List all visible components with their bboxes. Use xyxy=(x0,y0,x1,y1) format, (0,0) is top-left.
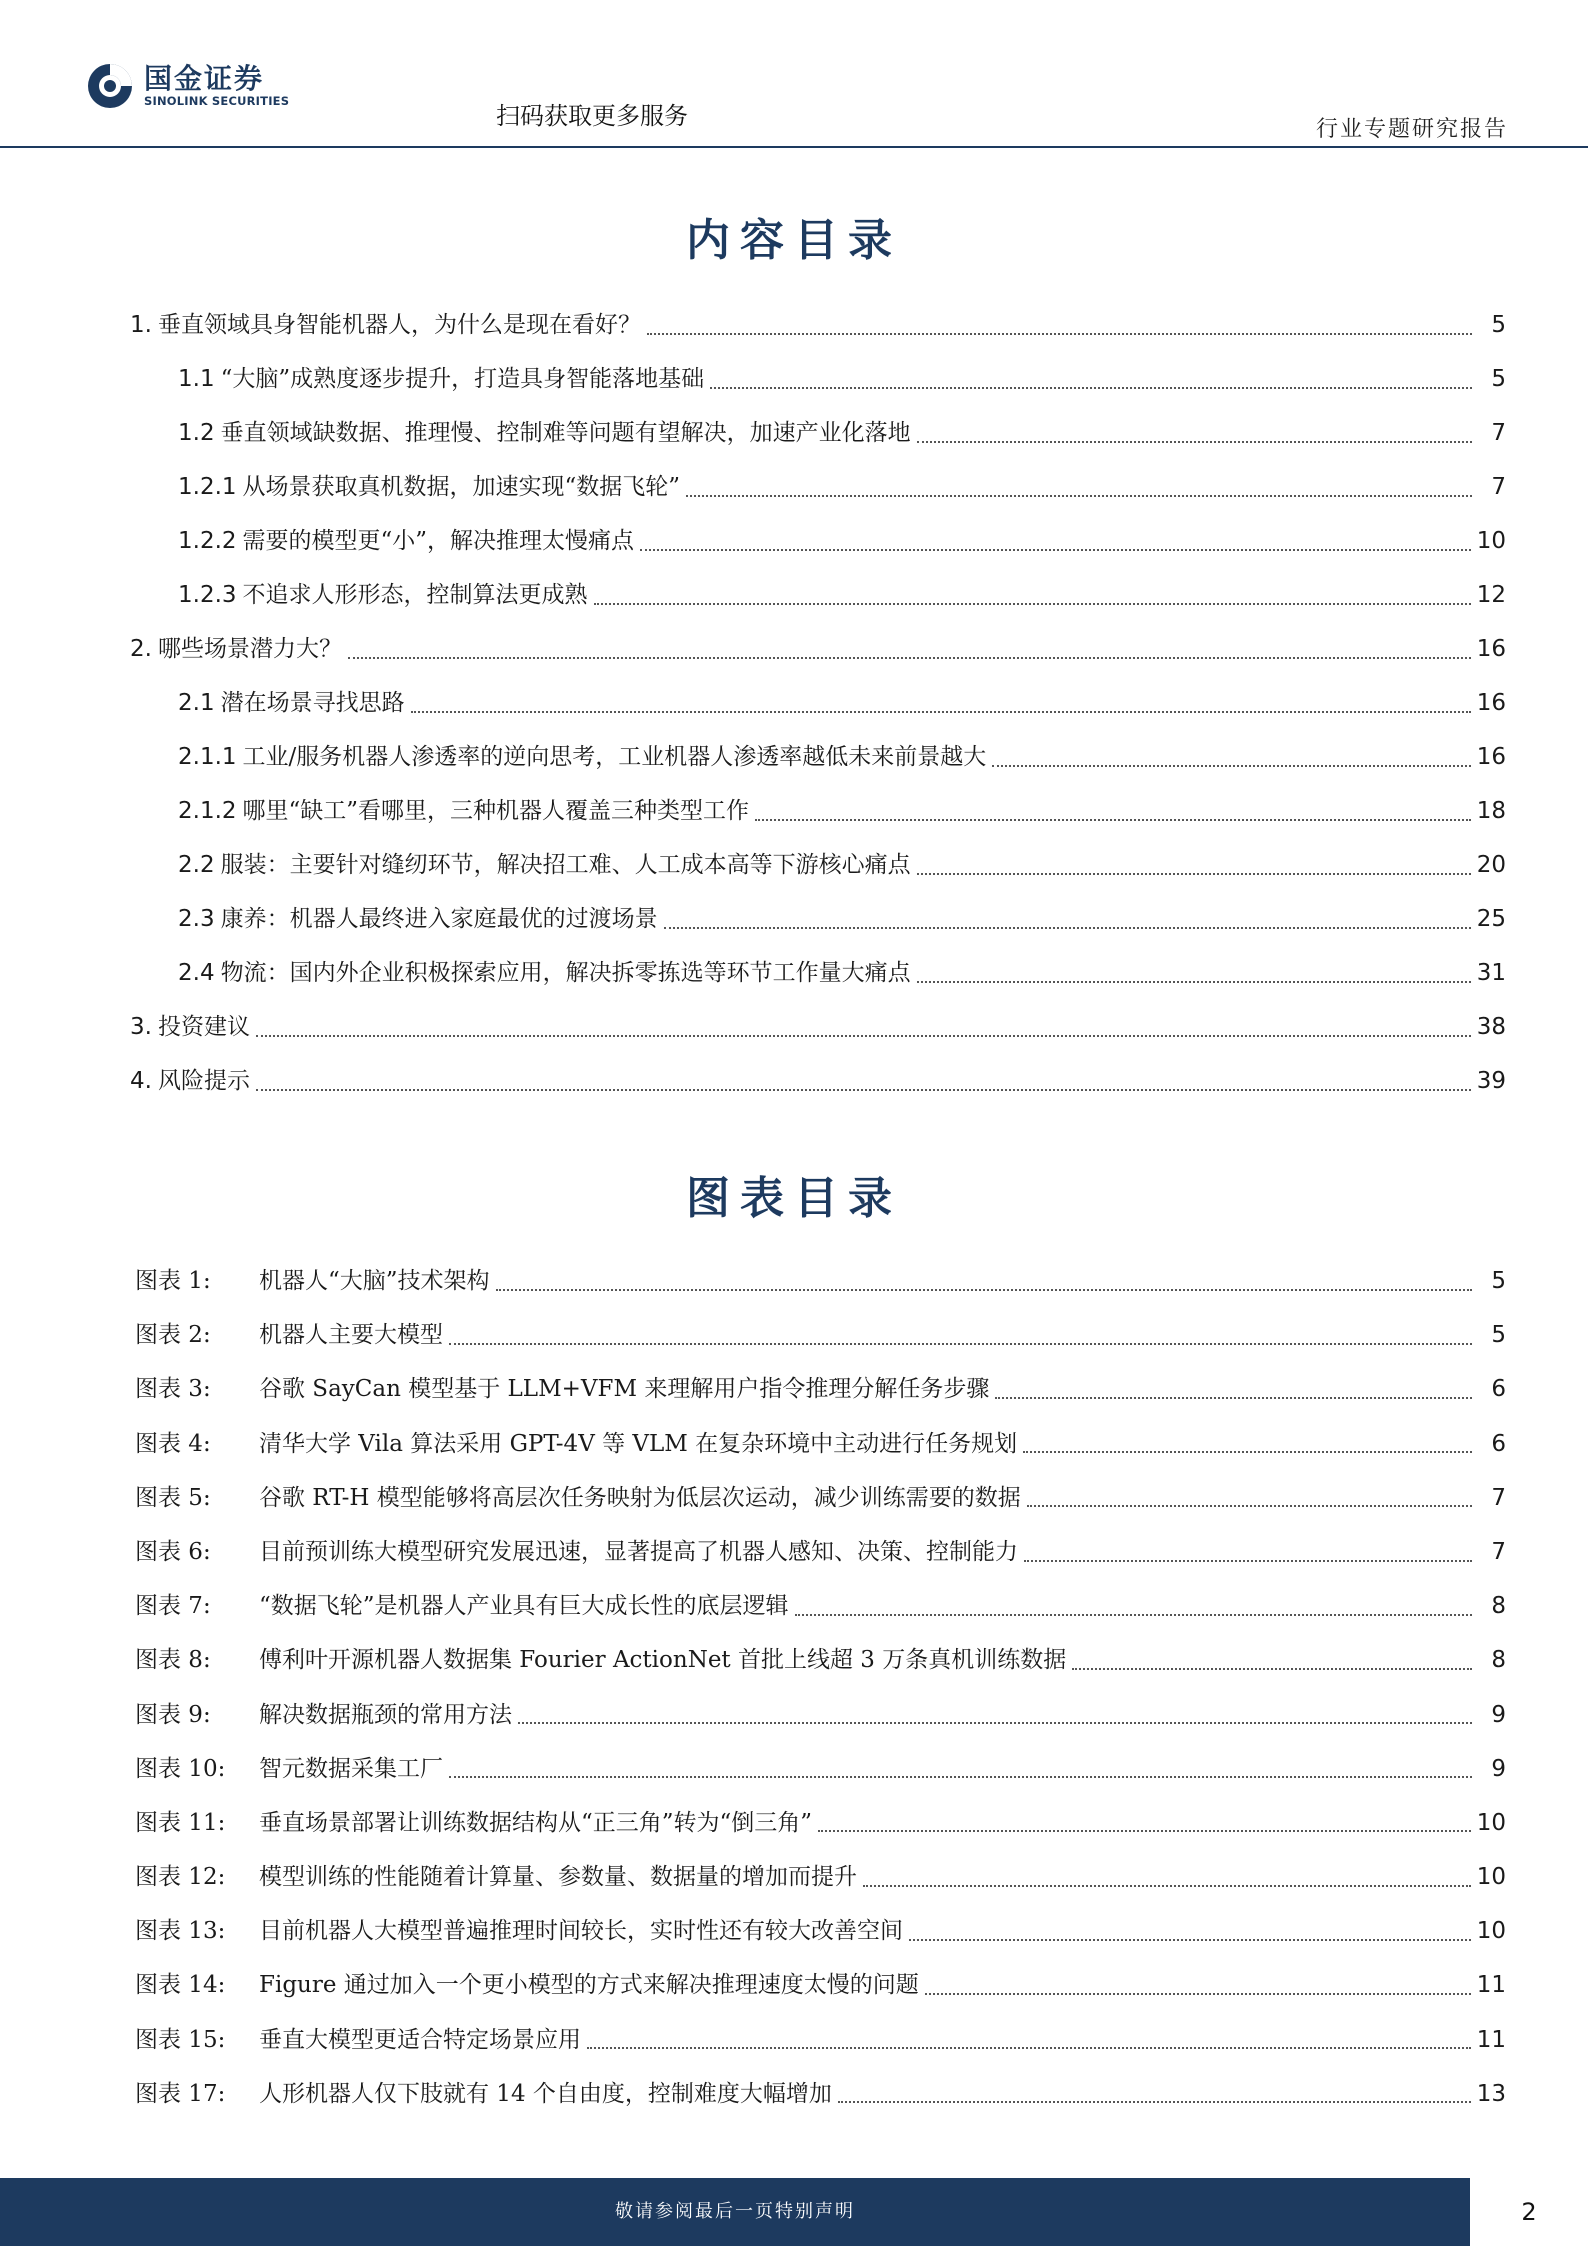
dot-leader xyxy=(449,1775,1472,1778)
toc-entry-page: 16 xyxy=(1476,690,1506,716)
toc-entry-page: 10 xyxy=(1476,528,1506,554)
toc-entry-page: 38 xyxy=(1476,1014,1506,1040)
toc-entry-number: 2.1 xyxy=(178,690,215,716)
figure-label: 图表 2: xyxy=(135,1322,211,1349)
dot-leader xyxy=(256,1034,1471,1037)
toc-entry-page: 12 xyxy=(1476,582,1506,608)
figure-entry[interactable] xyxy=(135,1362,1506,1416)
toc-entry-number: 1.1 xyxy=(178,366,215,392)
figure-caption: 目前预训练大模型研究发展迅速，显著提高了机器人感知、决策、控制能力 xyxy=(259,1538,1018,1565)
figure-label: 图表 10: xyxy=(135,1755,226,1782)
figure-label: 图表 8: xyxy=(135,1647,211,1674)
figures-title: 图表目录 xyxy=(686,1173,902,1224)
toc-entry-page: 39 xyxy=(1476,1068,1506,1094)
toc-entry[interactable] xyxy=(130,946,1506,1000)
figure-page: 6 xyxy=(1491,1376,1506,1403)
dot-leader xyxy=(925,1992,1471,1995)
toc-entry-number: 1. xyxy=(130,312,152,338)
dot-leader xyxy=(686,494,1472,497)
page-number: 2 xyxy=(1521,2198,1537,2226)
dot-leader xyxy=(710,386,1472,389)
sinolink-logo-icon xyxy=(86,62,134,110)
toc-entry-text: “大脑”成熟度逐步提升，打造具身智能落地基础 xyxy=(220,366,705,392)
toc-entry-number: 2.3 xyxy=(178,906,215,932)
toc-entry-text: 物流：国内外企业积极探索应用，解决拆零拣选等环节工作量大痛点 xyxy=(220,960,911,986)
figure-entry[interactable] xyxy=(135,1742,1506,1796)
figure-label: 图表 4: xyxy=(135,1430,211,1457)
list-of-figures xyxy=(135,1254,1506,2121)
toc-entry[interactable] xyxy=(130,622,1506,676)
figure-entry[interactable] xyxy=(135,1254,1506,1308)
figure-entry[interactable] xyxy=(135,2067,1506,2121)
dot-leader xyxy=(594,602,1471,605)
figure-caption: 智元数据采集工厂 xyxy=(259,1755,443,1782)
toc-entry-text: 服装：主要针对缝纫环节，解决招工难、人工成本高等下游核心痛点 xyxy=(220,852,911,878)
toc-entry-page: 25 xyxy=(1476,906,1506,932)
figure-label: 图表 17: xyxy=(135,2080,226,2107)
dot-leader xyxy=(917,872,1471,875)
dot-leader xyxy=(647,332,1472,335)
figure-label: 图表 6: xyxy=(135,1538,211,1565)
dot-leader xyxy=(1023,1450,1472,1453)
toc-entry-text: 垂直领域缺数据、推理慢、控制难等问题有望解决，加速产业化落地 xyxy=(220,420,911,446)
figure-page: 13 xyxy=(1476,2080,1506,2107)
dot-leader xyxy=(1024,1559,1472,1562)
toc-entry[interactable] xyxy=(130,676,1506,730)
page-footer xyxy=(0,2178,1588,2246)
logo-chinese-name: 国金证券 xyxy=(144,62,265,95)
dot-leader xyxy=(587,2046,1471,2049)
figure-label: 图表 5: xyxy=(135,1484,211,1511)
figure-page: 5 xyxy=(1491,1322,1506,1349)
dot-leader xyxy=(1072,1667,1472,1670)
toc-entry-number: 1.2.1 xyxy=(178,474,237,500)
toc-entry-number: 3. xyxy=(130,1014,152,1040)
toc-entry-text: 需要的模型更“小”，解决推理太慢痛点 xyxy=(242,528,635,554)
figure-page: 10 xyxy=(1476,1864,1506,1891)
dot-leader xyxy=(838,2100,1471,2103)
figure-label: 图表 7: xyxy=(135,1593,211,1620)
figure-page: 8 xyxy=(1491,1593,1506,1620)
toc-entry-text: 工业/服务机器人渗透率的逆向思考，工业机器人渗透率越低未来前景越大 xyxy=(242,744,987,770)
footer-disclaimer[interactable]: 敬请参阅最后一页特别声明 xyxy=(615,2201,855,2222)
qr-service-text[interactable]: 扫码获取更多服务 xyxy=(496,102,688,130)
toc-entry-page: 7 xyxy=(1491,474,1506,500)
figure-label: 图表 14: xyxy=(135,1972,226,1999)
toc-entry-page: 5 xyxy=(1491,312,1506,338)
toc-entry-text: 从场景获取真机数据，加速实现“数据飞轮” xyxy=(242,474,681,500)
toc-entry[interactable] xyxy=(130,1000,1506,1054)
figure-page: 8 xyxy=(1491,1647,1506,1674)
toc-entry[interactable] xyxy=(130,298,1506,352)
toc-entry-text: 哪里“缺工”看哪里，三种机器人覆盖三种类型工作 xyxy=(242,798,750,824)
dot-leader xyxy=(640,548,1471,551)
dot-leader xyxy=(518,1721,1472,1724)
dot-leader xyxy=(909,1938,1471,1941)
toc-entry-page: 5 xyxy=(1491,366,1506,392)
figure-caption: 模型训练的性能随着计算量、参数量、数据量的增加而提升 xyxy=(259,1864,857,1891)
figure-caption: 垂直大模型更适合特定场景应用 xyxy=(259,2026,581,2053)
figure-caption: “数据飞轮”是机器人产业具有巨大成长性的底层逻辑 xyxy=(259,1593,789,1620)
toc-entry-text: 投资建议 xyxy=(157,1014,250,1040)
figure-caption: 垂直场景部署让训练数据结构从“正三角”转为“倒三角” xyxy=(259,1809,813,1836)
toc-entry-number: 4. xyxy=(130,1068,152,1094)
dot-leader xyxy=(1027,1504,1472,1507)
toc-entry-number: 2.2 xyxy=(178,852,215,878)
contents-title: 内容目录 xyxy=(686,215,902,266)
figure-caption: 机器人“大脑”技术架构 xyxy=(259,1268,490,1294)
toc-entry-page: 16 xyxy=(1476,636,1506,662)
dot-leader xyxy=(411,710,1471,713)
figure-entry[interactable] xyxy=(135,1308,1506,1362)
figure-page: 7 xyxy=(1491,1484,1506,1511)
figure-label: 图表 1: xyxy=(135,1268,211,1294)
toc-entry-page: 18 xyxy=(1476,798,1506,824)
figure-caption: 傅利叶开源机器人数据集 Fourier ActionNet 首批上线超 3 万条真机训练数据 xyxy=(259,1647,1067,1674)
dot-leader xyxy=(917,440,1472,443)
figure-entry[interactable] xyxy=(135,1633,1506,1687)
figure-caption: 机器人主要大模型 xyxy=(259,1322,443,1349)
figure-caption: Figure 通过加入一个更小模型的方式来解决推理速度太慢的问题 xyxy=(259,1972,919,1999)
company-logo xyxy=(86,62,289,110)
dot-leader xyxy=(256,1088,1471,1091)
dot-leader xyxy=(795,1613,1472,1616)
toc-entry[interactable] xyxy=(130,514,1506,568)
figure-page: 9 xyxy=(1491,1701,1506,1728)
figure-entry[interactable] xyxy=(135,1525,1506,1579)
toc-entry-number: 2.1.1 xyxy=(178,744,237,770)
toc-entry[interactable] xyxy=(130,892,1506,946)
figure-entry[interactable] xyxy=(135,2013,1506,2067)
toc-entry[interactable] xyxy=(130,1054,1506,1108)
dot-leader xyxy=(818,1829,1471,1832)
figure-label: 图表 11: xyxy=(135,1809,226,1836)
toc-entry-number: 2.4 xyxy=(178,960,215,986)
figure-entry[interactable] xyxy=(135,1417,1506,1471)
page-header xyxy=(0,0,1588,150)
toc-entry-text: 康养：机器人最终进入家庭最优的过渡场景 xyxy=(220,906,658,932)
figure-label: 图表 12: xyxy=(135,1864,226,1891)
figure-caption: 谷歌 RT-H 模型能够将高层次任务映射为低层次运动，减少训练需要的数据 xyxy=(259,1484,1021,1511)
figure-caption: 清华大学 Vila 算法采用 GPT-4V 等 VLM 在复杂环境中主动进行任务规划 xyxy=(259,1430,1018,1457)
toc-entry[interactable] xyxy=(130,460,1506,514)
toc-entry-number: 1.2.2 xyxy=(178,528,237,554)
figure-entry[interactable] xyxy=(135,1688,1506,1742)
figure-label: 图表 9: xyxy=(135,1701,211,1728)
toc-entry[interactable] xyxy=(130,568,1506,622)
header-divider xyxy=(0,146,1588,148)
figure-caption: 人形机器人仅下肢就有 14 个自由度，控制难度大幅增加 xyxy=(259,2080,832,2107)
figure-label: 图表 15: xyxy=(135,2026,226,2053)
figure-page: 6 xyxy=(1491,1430,1506,1457)
dot-leader xyxy=(917,980,1471,983)
table-of-contents xyxy=(130,298,1506,1108)
logo-english-name: SINOLINK SECURITIES xyxy=(144,94,290,108)
toc-entry-text: 垂直领域具身智能机器人，为什么是现在看好？ xyxy=(157,312,641,338)
figure-page: 10 xyxy=(1476,1809,1506,1836)
toc-entry-page: 31 xyxy=(1476,960,1506,986)
toc-entry-number: 1.2 xyxy=(178,420,215,446)
toc-entry-text: 潜在场景寻找思路 xyxy=(220,690,405,716)
toc-entry[interactable] xyxy=(130,784,1506,838)
figure-page: 9 xyxy=(1491,1755,1506,1782)
toc-entry-text: 不追求人形形态，控制算法更成熟 xyxy=(242,582,588,608)
figure-entry[interactable] xyxy=(135,1471,1506,1525)
figure-entry[interactable] xyxy=(135,1904,1506,1958)
figure-page: 11 xyxy=(1476,1972,1506,1999)
dot-leader xyxy=(449,1342,1472,1345)
toc-entry-page: 20 xyxy=(1476,852,1506,878)
dot-leader xyxy=(496,1288,1472,1291)
toc-entry[interactable] xyxy=(130,406,1506,460)
dot-leader xyxy=(348,656,1471,659)
figure-caption: 解决数据瓶颈的常用方法 xyxy=(259,1701,512,1728)
report-type-label: 行业专题研究报告 xyxy=(1315,117,1508,142)
figure-label: 图表 3: xyxy=(135,1376,211,1403)
toc-entry-number: 1.2.3 xyxy=(178,582,237,608)
toc-entry-number: 2.1.2 xyxy=(178,798,237,824)
figure-entry[interactable] xyxy=(135,1796,1506,1850)
figure-page: 5 xyxy=(1491,1268,1506,1294)
toc-entry[interactable] xyxy=(130,730,1506,784)
figure-entry[interactable] xyxy=(135,1850,1506,1904)
figure-caption: 谷歌 SayCan 模型基于 LLM+VFM 来理解用户指令推理分解任务步骤 xyxy=(259,1376,990,1403)
toc-entry-text: 风险提示 xyxy=(157,1068,250,1094)
dot-leader xyxy=(755,818,1471,821)
dot-leader xyxy=(992,764,1470,767)
toc-entry[interactable] xyxy=(130,352,1506,406)
dot-leader xyxy=(863,1884,1471,1887)
figure-caption: 目前机器人大模型普遍推理时间较长，实时性还有较大改善空间 xyxy=(259,1918,903,1945)
dot-leader xyxy=(995,1396,1472,1399)
toc-entry-page: 16 xyxy=(1476,744,1506,770)
toc-entry-number: 2. xyxy=(130,636,152,662)
toc-entry-page: 7 xyxy=(1491,420,1506,446)
toc-entry[interactable] xyxy=(130,838,1506,892)
dot-leader xyxy=(664,926,1471,929)
figure-label: 图表 13: xyxy=(135,1918,226,1945)
toc-entry-text: 哪些场景潜力大？ xyxy=(157,636,342,662)
figure-page: 11 xyxy=(1476,2026,1506,2053)
figure-page: 10 xyxy=(1476,1918,1506,1945)
figure-entry[interactable] xyxy=(135,1958,1506,2012)
figure-entry[interactable] xyxy=(135,1579,1506,1633)
figure-page: 7 xyxy=(1491,1538,1506,1565)
